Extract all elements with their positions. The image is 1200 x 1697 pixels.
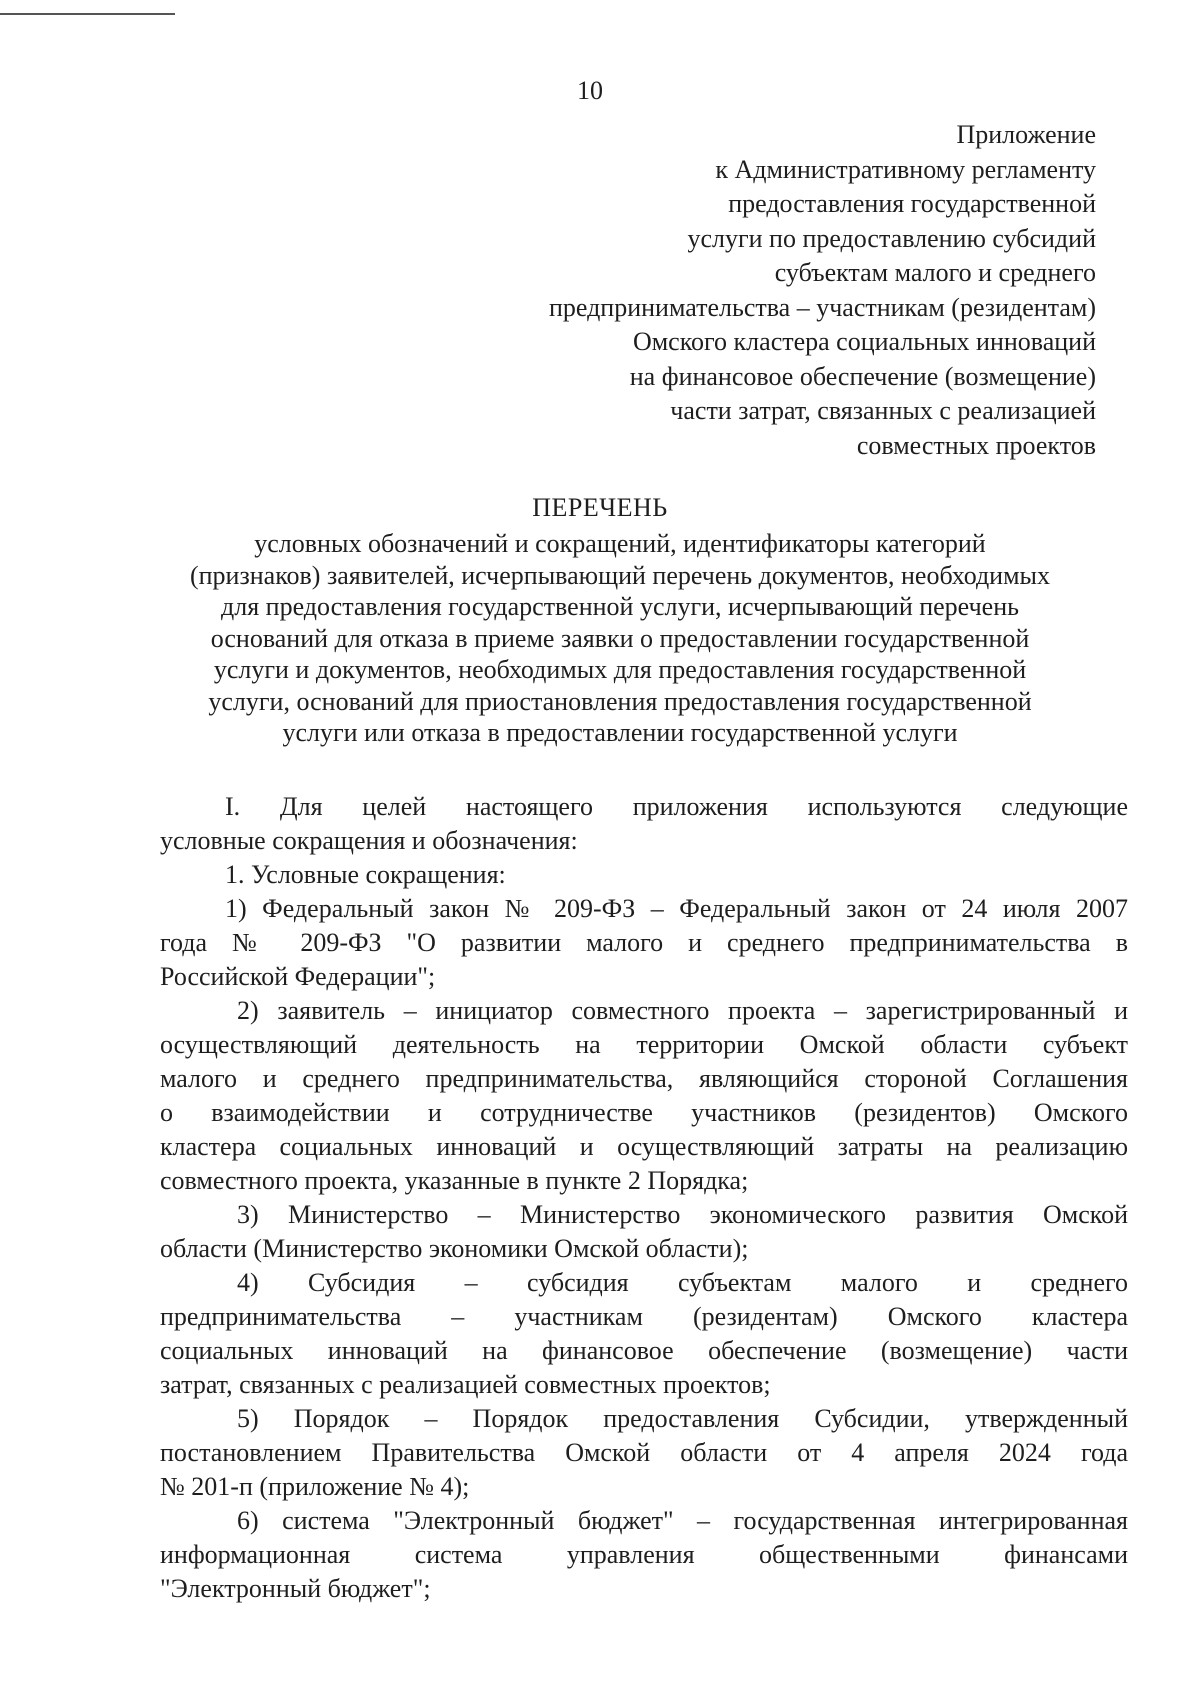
body-line: затрат, связанных с реализацией совместных проектов; xyxy=(160,1370,771,1399)
body-line: о взаимодействии и сотрудничестве участников (резидентов) Омского xyxy=(160,1098,1128,1127)
appendix-line: совместных проектов xyxy=(856,430,1096,460)
body-line: 2) заявитель – инициатор совместного проекта – зарегистрированный и xyxy=(237,996,1128,1025)
body-line: "Электронный бюджет"; xyxy=(160,1574,431,1603)
body-line: 4) Субсидия – субсидия субъектам малого и среднего xyxy=(237,1268,1128,1297)
appendix-line: к Административному регламенту xyxy=(715,154,1096,184)
body-line: социальных инноваций на финансовое обеспечение (возмещение) части xyxy=(160,1336,1128,1365)
body-line: 5) Порядок – Порядок предоставления Субсидии, утвержденный xyxy=(237,1404,1128,1433)
subtitle-line: условных обозначений и сокращений, идентификаторы категорий xyxy=(254,529,986,558)
subtitle-line: оснований для отказа в приеме заявки о предоставлении государственной xyxy=(210,623,1030,653)
appendix-line: на финансовое обеспечение (возмещение) xyxy=(629,361,1096,391)
appendix-line: Приложение xyxy=(956,120,1096,149)
body-line: 1) Федеральный закон № 209-ФЗ – Федеральный закон от 24 июля 2007 xyxy=(225,894,1128,923)
body-line: осуществляющий деятельность на территории Омской области субъект xyxy=(160,1030,1128,1059)
subtitle-line: услуги или отказа в предоставлении государственной услуги xyxy=(282,718,958,747)
body-line: Российской Федерации"; xyxy=(160,962,436,991)
body-line: малого и среднего предпринимательства, являющийся стороной Соглашения xyxy=(160,1064,1128,1093)
body-line: года № 209-ФЗ "О развитии малого и среднего предпринимательства в xyxy=(160,928,1128,957)
body-line: предпринимательства – участникам (резидентам) Омского кластера xyxy=(160,1302,1128,1331)
document-title: ПЕРЕЧЕНЬ xyxy=(532,493,668,522)
subtitle-line: для предоставления государственной услуги, исчерпывающий перечень xyxy=(221,592,1019,621)
body-line: 1. Условные сокращения: xyxy=(225,860,506,889)
body-line: области (Министерство экономики Омской области); xyxy=(160,1234,749,1263)
scan-edge-line xyxy=(0,13,175,15)
appendix-line: предпринимательства – участникам (резидентам) xyxy=(548,292,1096,322)
appendix-line: услуги по предоставлению субсидий xyxy=(687,223,1096,253)
subtitle-line: услуги, оснований для приостановления предоставления государственной xyxy=(208,686,1032,716)
subtitle-line: услуги и документов, необходимых для предоставления государственной xyxy=(213,655,1027,684)
body-line: совместного проекта, указанные в пункте 2 Порядка; xyxy=(160,1166,749,1195)
body-line: 3) Министерство – Министерство экономического развития Омской xyxy=(237,1200,1128,1229)
body-line: № 201-п (приложение № 4); xyxy=(160,1472,470,1501)
page-number: 10 xyxy=(577,76,603,105)
document-subtitle xyxy=(130,528,1110,749)
body-line: кластера социальных инноваций и осуществляющий затраты на реализацию xyxy=(160,1132,1128,1161)
body-line: I. Для целей настоящего приложения используются следующие xyxy=(225,792,1128,821)
appendix-line: части затрат, связанных с реализацией xyxy=(670,396,1096,425)
document-body xyxy=(160,790,1128,1606)
appendix-line: предоставления государственной xyxy=(728,189,1096,218)
subtitle-line: (признаков) заявителей, исчерпывающий перечень документов, необходимых xyxy=(189,560,1051,590)
body-line: информационная система управления общественными финансами xyxy=(160,1540,1128,1569)
appendix-line: Омского кластера социальных инноваций xyxy=(632,327,1096,356)
body-line: 6) система "Электронный бюджет" – государственная интегрированная xyxy=(237,1506,1128,1535)
body-line: постановлением Правительства Омской области от 4 апреля 2024 года xyxy=(160,1438,1128,1467)
appendix-line: субъектам малого и среднего xyxy=(774,258,1096,287)
body-line: условные сокращения и обозначения: xyxy=(160,826,578,855)
appendix-header xyxy=(476,118,1096,463)
